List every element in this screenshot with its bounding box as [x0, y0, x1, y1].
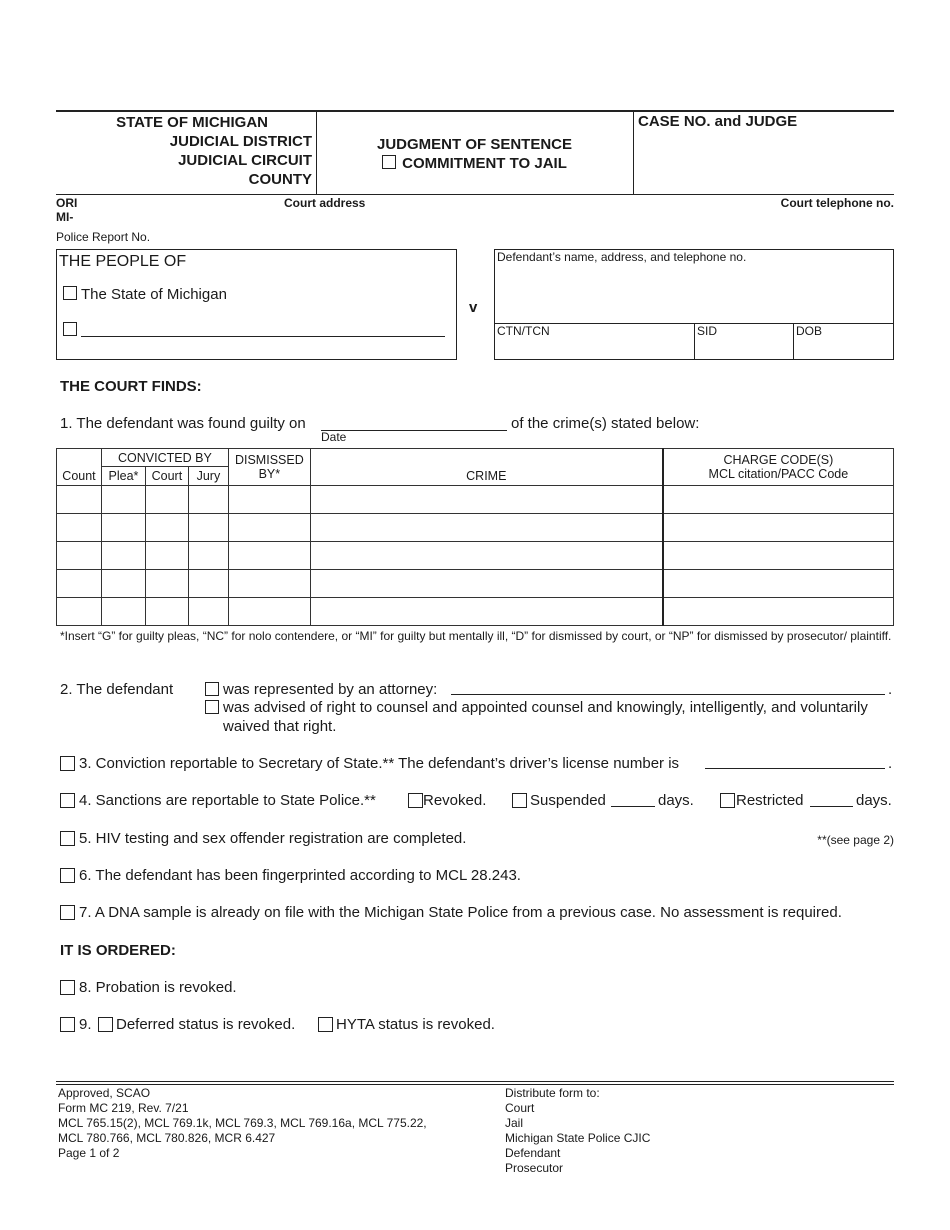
- jury-cell[interactable]: [188, 570, 228, 598]
- defendant-field[interactable]: [496, 266, 892, 322]
- item6-text: 6. The defendant has been fingerprinted according to MCL 28.243.: [79, 867, 521, 884]
- header-top-rule: [56, 110, 894, 112]
- district-label: JUDICIAL DISTRICT: [169, 133, 312, 150]
- suspended-checkbox[interactable]: [512, 793, 527, 808]
- item2-opt2b: waived that right.: [223, 718, 337, 735]
- table-row: [57, 514, 894, 542]
- date-label: Date: [321, 430, 347, 444]
- other-plaintiff-field[interactable]: [81, 336, 445, 337]
- dismissed-cell[interactable]: [228, 570, 310, 598]
- count-cell[interactable]: [57, 598, 102, 626]
- court-cell[interactable]: [145, 542, 188, 570]
- dismissed-cell[interactable]: [228, 486, 310, 514]
- dob-label: DOB: [796, 324, 823, 338]
- table-row: [57, 486, 894, 514]
- attorney-name-field[interactable]: [451, 694, 885, 695]
- item4-checkbox[interactable]: [60, 793, 75, 808]
- suspended-days-label: days.: [658, 792, 694, 809]
- jury-cell[interactable]: [188, 514, 228, 542]
- crime-cell[interactable]: [310, 514, 662, 542]
- court-phone-label: Court telephone no.: [780, 196, 894, 210]
- attorney-checkbox[interactable]: [205, 682, 219, 696]
- form-title: [316, 135, 633, 173]
- jury-header: Jury: [188, 467, 228, 486]
- item9-checkbox[interactable]: [60, 1017, 75, 1032]
- revoked-label: Revoked.: [423, 792, 487, 809]
- dismissed-by-label: BY*: [258, 467, 281, 481]
- ordered-heading: IT IS ORDERED:: [60, 942, 176, 959]
- charge-code-cell[interactable]: [663, 598, 894, 626]
- court-cell[interactable]: [145, 514, 188, 542]
- item8-text: 8. Probation is revoked.: [79, 979, 237, 996]
- court-finds-heading: THE COURT FINDS:: [60, 378, 202, 395]
- court-cell[interactable]: [145, 598, 188, 626]
- restricted-days-field[interactable]: [810, 806, 853, 807]
- restricted-days-label: days.: [856, 792, 892, 809]
- charge-code-cell[interactable]: [663, 542, 894, 570]
- court-address-label: Court address: [284, 196, 366, 210]
- case-no-label: CASE NO. and JUDGE: [638, 113, 798, 130]
- distribute-item: Jail: [505, 1116, 524, 1130]
- plea-cell[interactable]: [101, 598, 145, 626]
- count-cell[interactable]: [57, 542, 102, 570]
- county-label: COUNTY: [248, 171, 312, 188]
- circuit-label: JUDICIAL CIRCUIT: [178, 152, 312, 169]
- item3-period: .: [888, 755, 893, 772]
- mi-label: MI-: [56, 210, 74, 224]
- dismissed-label: DISMISSED: [234, 453, 304, 467]
- item3-text: 3. Conviction reportable to Secretary of State.** The defendant’s driver’s license number is: [79, 755, 680, 772]
- court-cell[interactable]: [145, 486, 188, 514]
- jury-cell[interactable]: [188, 542, 228, 570]
- page-number: Page 1 of 2: [58, 1146, 120, 1160]
- charge-code-cell[interactable]: [663, 514, 894, 542]
- suspended-days-field[interactable]: [611, 806, 655, 807]
- charge-code-cell[interactable]: [663, 486, 894, 514]
- people-of-label: THE PEOPLE OF: [59, 253, 187, 270]
- dob-divider: [793, 323, 794, 360]
- mcl-citations-1: MCL 765.15(2), MCL 769.1k, MCL 769.3, MCL 769.16a, MCL 775.22,: [58, 1116, 427, 1130]
- distribute-item: Prosecutor: [505, 1161, 564, 1175]
- item9-label: 9.: [79, 1016, 92, 1033]
- table-row: [57, 598, 894, 626]
- dismissed-cell[interactable]: [228, 514, 310, 542]
- title-judgment: JUDGMENT OF SENTENCE: [376, 136, 572, 153]
- court-header: Court: [145, 467, 188, 486]
- approved-label: Approved, SCAO: [58, 1086, 151, 1100]
- plea-cell[interactable]: [101, 486, 145, 514]
- restricted-checkbox[interactable]: [720, 793, 735, 808]
- item4-text: 4. Sanctions are reportable to State Police.**: [79, 792, 376, 809]
- state-michigan-checkbox[interactable]: [63, 286, 77, 300]
- item3-checkbox[interactable]: [60, 756, 75, 771]
- crime-cell[interactable]: [310, 542, 662, 570]
- dismissed-header: [228, 449, 310, 486]
- item2-opt2: was advised of right to counsel and appointed counsel and knowingly, intelligently, and voluntarily: [223, 699, 868, 716]
- table-row: [57, 570, 894, 598]
- form-number: Form MC 219, Rev. 7/21: [58, 1101, 189, 1115]
- crime-header: CRIME: [310, 449, 662, 486]
- item6-checkbox[interactable]: [60, 868, 75, 883]
- sid-divider: [694, 323, 695, 360]
- count-cell[interactable]: [57, 570, 102, 598]
- jury-cell[interactable]: [188, 598, 228, 626]
- plea-cell[interactable]: [101, 570, 145, 598]
- table-row: [57, 542, 894, 570]
- item2-label: 2. The defendant: [60, 681, 174, 698]
- dismissed-cell[interactable]: [228, 542, 310, 570]
- plea-header: Plea*: [101, 467, 145, 486]
- revoked-checkbox[interactable]: [408, 793, 423, 808]
- item5-text: 5. HIV testing and sex offender registration are completed.: [79, 830, 467, 847]
- item2-period: .: [888, 681, 893, 698]
- footer-left: [58, 1086, 427, 1161]
- suspended-label: Suspended: [530, 792, 606, 809]
- charge-code-cell[interactable]: [663, 570, 894, 598]
- distribute-label: Distribute form to:: [505, 1086, 600, 1100]
- case-no-field[interactable]: [634, 132, 894, 192]
- charge-code-header: [663, 449, 894, 486]
- crime-cell[interactable]: [310, 570, 662, 598]
- sid-label: SID: [697, 324, 718, 338]
- dismissed-cell[interactable]: [228, 598, 310, 626]
- state-option-label: The State of Michigan: [81, 286, 227, 303]
- deferred-label: Deferred status is revoked.: [116, 1016, 296, 1033]
- convicted-by-header: CONVICTED BY: [101, 449, 228, 467]
- restricted-label: Restricted: [736, 792, 804, 809]
- state-option: [63, 286, 227, 303]
- mcl-citations-2: MCL 780.766, MCL 780.826, MCR 6.427: [58, 1131, 276, 1145]
- court-heading: [56, 113, 312, 189]
- license-number-field[interactable]: [705, 768, 885, 769]
- item7-text: 7. A DNA sample is already on file with the Michigan State Police from a previous case. No assessment is required.: [79, 904, 842, 921]
- title-commitment: COMMITMENT TO JAIL: [402, 155, 567, 172]
- item5-checkbox[interactable]: [60, 831, 75, 846]
- defendant-label: Defendant’s name, address, and telephone no.: [497, 250, 747, 264]
- item8-checkbox[interactable]: [60, 980, 75, 995]
- ori-label: ORI: [56, 196, 78, 210]
- other-plaintiff-checkbox[interactable]: [63, 322, 77, 336]
- court-cell[interactable]: [145, 570, 188, 598]
- deferred-checkbox[interactable]: [98, 1017, 113, 1032]
- item2-opt1: was represented by an attorney:: [223, 681, 438, 698]
- crime-table: [56, 448, 894, 626]
- commitment-checkbox[interactable]: [382, 155, 396, 169]
- hyta-checkbox[interactable]: [318, 1017, 333, 1032]
- versus-label: v: [469, 299, 478, 316]
- distribute-item: Court: [505, 1101, 535, 1115]
- crime-cell[interactable]: [310, 598, 662, 626]
- item7-checkbox[interactable]: [60, 905, 75, 920]
- see-page2-note: **(see page 2): [817, 833, 894, 847]
- hyta-label: HYTA status is revoked.: [336, 1016, 495, 1033]
- crime-cell[interactable]: [310, 486, 662, 514]
- count-cell[interactable]: [57, 486, 102, 514]
- count-cell[interactable]: [57, 514, 102, 542]
- item1-post: of the crime(s) stated below:: [511, 415, 700, 432]
- header-bottom-rule: [56, 194, 894, 195]
- guilty-date-field[interactable]: [321, 430, 507, 431]
- police-report-label: Police Report No.: [56, 230, 151, 244]
- distribute-item: Defendant: [505, 1146, 561, 1160]
- distribute-item: Michigan State Police CJIC: [505, 1131, 651, 1145]
- plea-cell[interactable]: [101, 514, 145, 542]
- state-label: STATE OF MICHIGAN: [116, 114, 268, 131]
- jury-cell[interactable]: [188, 486, 228, 514]
- charge-codes-label: CHARGE CODE(S): [723, 453, 834, 467]
- item1-pre: 1. The defendant was found guilty on: [60, 415, 306, 432]
- table-footnote: *Insert “G” for guilty pleas, “NC” for nolo contendere, or “MI” for guilty but mentally ill, “D” for dismissed by court, or “NP” for dismissed by prosecutor/ plaintiff.: [60, 629, 892, 643]
- plea-cell[interactable]: [101, 542, 145, 570]
- waived-counsel-checkbox[interactable]: [205, 700, 219, 714]
- mcl-label: MCL citation/PACC Code: [708, 467, 849, 481]
- ctn-label: CTN/TCN: [497, 324, 550, 338]
- count-header: Count: [57, 449, 102, 486]
- footer-right: [505, 1086, 650, 1176]
- footer-rule: [56, 1081, 894, 1085]
